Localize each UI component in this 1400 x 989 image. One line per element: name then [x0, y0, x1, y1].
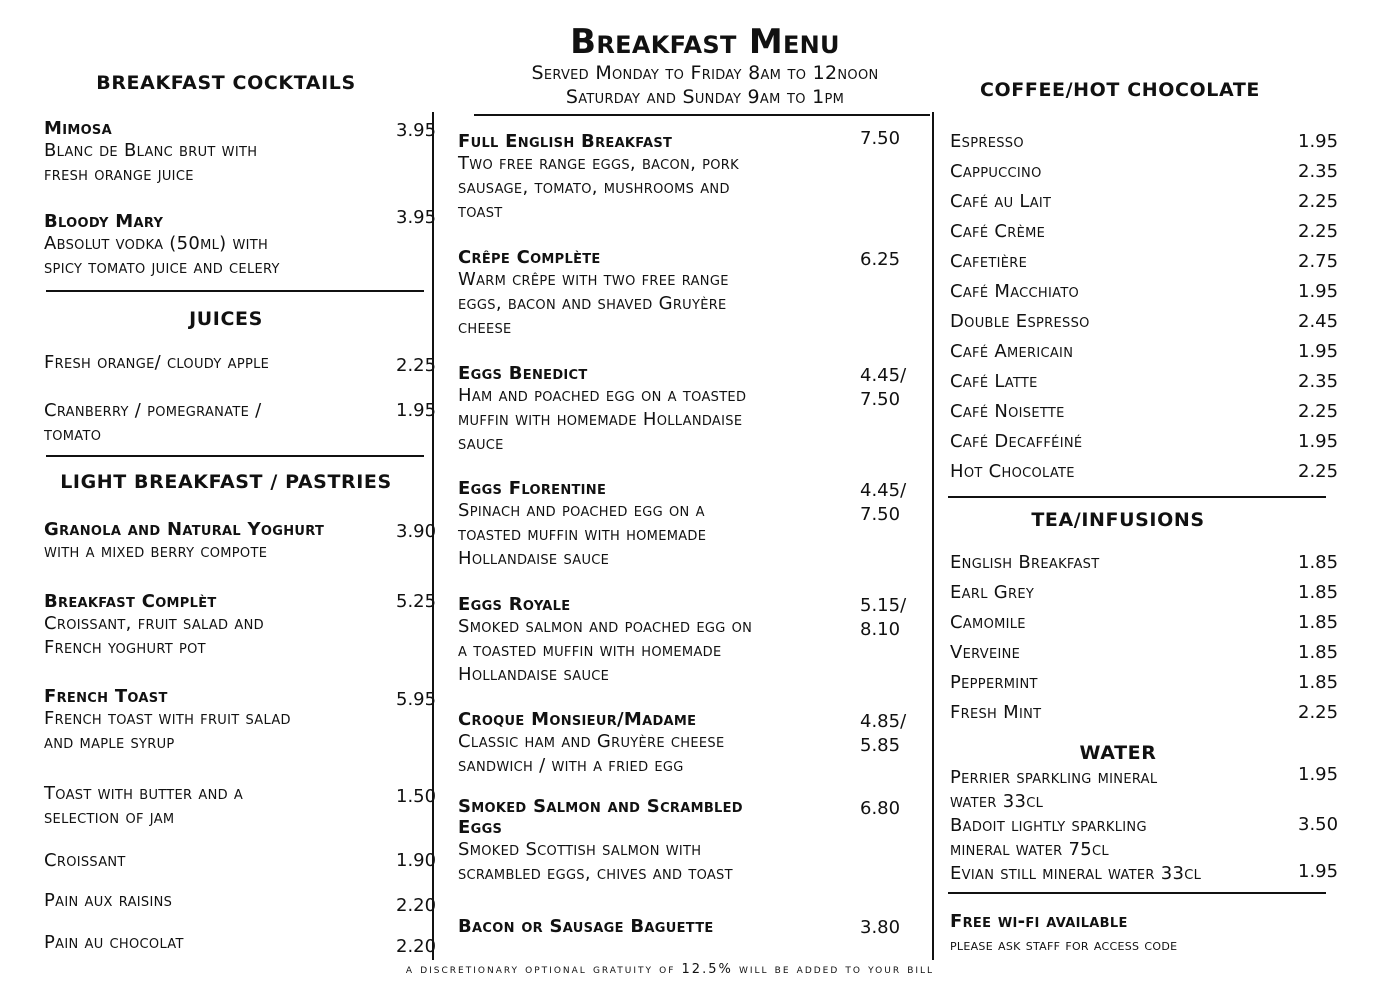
price-double: 8.10 [860, 619, 901, 640]
drink-price: 1.85 [1298, 612, 1339, 633]
item-name: Bloody Mary [44, 211, 164, 232]
item-desc: Evian still mineral water 33cl [950, 863, 1202, 884]
drink-name: Double Espresso [950, 311, 1090, 332]
item-price [860, 710, 906, 758]
item-desc: Croissant, fruit salad and [44, 613, 264, 634]
drink-name: Café Americain [950, 341, 1074, 362]
drink-name: Café Decafféiné [950, 431, 1083, 452]
item-name: Croque Monsieur/Madame [458, 709, 697, 730]
wifi-title: Free wi-fi available [950, 911, 1128, 932]
item-price: 3.95 [396, 207, 437, 228]
drink-price: 2.25 [1298, 461, 1339, 482]
drink-price: 2.25 [1298, 702, 1339, 723]
item-price: 3.50 [1298, 814, 1339, 835]
item-desc: Spinach and poached egg on a [458, 500, 705, 521]
drink-price: 1.95 [1298, 131, 1339, 152]
menu-item-eggs-royale [458, 594, 752, 687]
drink-name: Earl Grey [950, 582, 1035, 603]
item-name: Eggs [458, 817, 503, 838]
item-desc: Badoit lightly sparkling [950, 815, 1147, 836]
price-double: 5.85 [860, 735, 901, 756]
drink-price: 1.95 [1298, 431, 1339, 452]
item-price: 3.95 [396, 120, 437, 141]
item-desc: selection of jam [44, 807, 175, 828]
item-desc: Cranberry / pomegranate / [44, 400, 262, 421]
tea-heading: TEA/INFUSIONS [1031, 509, 1205, 531]
item-desc: Perrier sparkling mineral [950, 767, 1158, 788]
item-desc: with a mixed berry compote [44, 541, 268, 562]
drink-price: 1.85 [1298, 642, 1339, 663]
item-desc: French toast with fruit salad [44, 708, 291, 729]
item-desc: fresh orange juice [44, 164, 194, 185]
item-desc: Smoked Scottish salmon with [458, 839, 702, 860]
drink-name: Café Crème [950, 221, 1046, 242]
item-price: 6.80 [860, 798, 901, 819]
drink-price: 1.85 [1298, 552, 1339, 573]
water-heading: WATER [1079, 742, 1157, 764]
item-name: Breakfast Complèt [44, 591, 217, 612]
item-desc: Hollandaise sauce [458, 548, 610, 569]
item-price: 1.95 [1298, 861, 1339, 882]
light-heading: LIGHT BREAKFAST / PASTRIES [60, 471, 392, 493]
item-price [860, 594, 906, 642]
drink-price: 1.85 [1298, 582, 1339, 603]
pastry-item: Pain aux raisins [44, 890, 173, 911]
drink-name: Fresh Mint [950, 702, 1042, 723]
gratuity-footer: a discretionary optional gratuity of 12.5% will be added to your bill [405, 962, 935, 977]
item-desc: Fresh orange/ cloudy apple [44, 352, 270, 373]
item-price: 3.90 [396, 521, 437, 542]
item-name: Mimosa [44, 118, 112, 139]
item-price: 2.20 [396, 936, 437, 957]
water-item [950, 814, 1147, 862]
served-weekday: Served Monday to Friday 8am to 12noon [531, 62, 879, 84]
item-desc: French yoghurt pot [44, 637, 206, 658]
item-price: 3.80 [860, 917, 901, 938]
price-single: 4.45/ [860, 480, 907, 501]
item-price: 2.20 [396, 895, 437, 916]
item-name: Eggs Florentine [458, 478, 607, 499]
drink-price: 2.35 [1298, 371, 1339, 392]
menu-item-baguette [458, 916, 714, 937]
pastry-item [44, 782, 243, 830]
item-desc: and maple syrup [44, 732, 175, 753]
served-weekend: Saturday and Sunday 9am to 1pm [565, 86, 845, 108]
drink-name: Peppermint [950, 672, 1038, 693]
right-column-divider [932, 112, 934, 960]
item-name: French Toast [44, 686, 168, 707]
water-item [950, 862, 1201, 886]
item-desc: spicy tomato juice and celery [44, 257, 280, 278]
drink-name: Café Noisette [950, 401, 1065, 422]
item-name: Bacon or Sausage Baguette [458, 916, 714, 937]
item-desc: cheese [458, 317, 512, 338]
price-single: 5.15/ [860, 595, 907, 616]
item-name: Crêpe Complète [458, 247, 601, 268]
drink-price: 2.45 [1298, 311, 1339, 332]
coffee-divider [948, 496, 1326, 498]
item-desc: Toast with butter and a [44, 783, 244, 804]
drink-price: 1.85 [1298, 672, 1339, 693]
item-desc: Hollandaise sauce [458, 664, 610, 685]
item-desc: muffin with homemade Hollandaise [458, 409, 743, 430]
drink-name: Café au Lait [950, 191, 1052, 212]
item-price: 6.25 [860, 249, 901, 270]
menu-item-granola [44, 519, 324, 564]
menu-title: Breakfast Menu [570, 22, 840, 62]
menu-item-full-english [458, 131, 739, 224]
item-desc: tomato [44, 424, 102, 445]
drink-price: 2.25 [1298, 401, 1339, 422]
drink-name: Café Latte [950, 371, 1038, 392]
juice-item [44, 399, 262, 447]
drink-price: 2.35 [1298, 161, 1339, 182]
pastry-item: Pain au chocolat [44, 932, 184, 953]
item-price: 2.25 [396, 355, 437, 376]
item-price: 7.50 [860, 128, 901, 149]
item-desc: scrambled eggs, chives and toast [458, 863, 733, 884]
item-name: Eggs Benedict [458, 363, 588, 384]
item-desc: eggs, bacon and shaved Gruyère [458, 293, 727, 314]
coffee-heading: COFFEE/HOT CHOCOLATE [980, 79, 1260, 101]
drink-name: Camomile [950, 612, 1026, 633]
item-price: 5.95 [396, 689, 437, 710]
menu-item-eggs-benedict [458, 363, 746, 456]
menu-item-mimosa [44, 118, 257, 187]
item-desc: sauce [458, 433, 504, 454]
menu-item-eggs-florentine [458, 478, 706, 571]
menu-item-smoked-salmon [458, 796, 743, 886]
water-item [950, 766, 1157, 814]
item-price: 1.95 [1298, 764, 1339, 785]
item-name: Eggs Royale [458, 594, 571, 615]
drink-name: Cafetière [950, 251, 1028, 272]
item-desc: toast [458, 201, 503, 222]
drink-price: 2.25 [1298, 191, 1339, 212]
drink-price: 2.75 [1298, 251, 1339, 272]
drink-name: Hot Chocolate [950, 461, 1075, 482]
pastry-item: Croissant [44, 850, 126, 871]
item-desc: mineral water 75cl [950, 839, 1109, 860]
menu-item-bloody-mary [44, 211, 280, 280]
drink-price: 1.95 [1298, 281, 1339, 302]
cocktails-heading: BREAKFAST COCKTAILS [96, 72, 356, 94]
item-desc: sandwich / with a fried egg [458, 755, 684, 776]
drink-price: 1.95 [1298, 341, 1339, 362]
item-name: Smoked Salmon and Scrambled [458, 796, 743, 817]
drink-name: English Breakfast [950, 552, 1100, 573]
menu-item-breakfast-complet [44, 591, 264, 660]
item-desc: Smoked salmon and poached egg on [458, 616, 753, 637]
price-single: 4.45/ [860, 365, 907, 386]
item-desc: Two free range eggs, bacon, pork [458, 153, 739, 174]
juice-item [44, 351, 269, 375]
item-desc: Warm crêpe with two free range [458, 269, 729, 290]
item-price: 5.25 [396, 591, 437, 612]
menu-item-crepe [458, 247, 729, 340]
header-divider [474, 114, 930, 116]
drink-name: Cappuccino [950, 161, 1042, 182]
drink-name: Café Macchiato [950, 281, 1080, 302]
item-desc: a toasted muffin with homemade [458, 640, 722, 661]
drink-name: Verveine [950, 642, 1021, 663]
item-name: Granola and Natural Yoghurt [44, 519, 325, 540]
item-price [860, 364, 906, 412]
price-double: 7.50 [860, 504, 901, 525]
menu-item-croque [458, 709, 724, 778]
item-desc: Classic ham and Gruyère cheese [458, 731, 725, 752]
wifi-note: please ask staff for access code [950, 936, 1178, 954]
menu-item-french-toast [44, 686, 291, 755]
price-single: 4.85/ [860, 711, 907, 732]
item-desc: Ham and poached egg on a toasted [458, 385, 747, 406]
item-price [860, 479, 906, 527]
drink-name: Espresso [950, 131, 1024, 152]
item-desc: toasted muffin with homemade [458, 524, 707, 545]
item-price: 1.90 [396, 850, 437, 871]
water-divider [948, 892, 1326, 894]
juices-heading: JUICES [189, 308, 263, 330]
item-price: 1.50 [396, 786, 437, 807]
drink-price: 2.25 [1298, 221, 1339, 242]
item-desc: Blanc de Blanc brut with [44, 140, 258, 161]
item-price: 1.95 [396, 400, 437, 421]
item-desc: sausage, tomato, mushrooms and [458, 177, 730, 198]
juices-divider [46, 455, 424, 457]
item-desc: water 33cl [950, 791, 1044, 812]
price-double: 7.50 [860, 389, 901, 410]
cocktails-divider [46, 290, 424, 292]
item-desc: Absolut vodka (50ml) with [44, 233, 269, 254]
item-name: Full English Breakfast [458, 131, 673, 152]
